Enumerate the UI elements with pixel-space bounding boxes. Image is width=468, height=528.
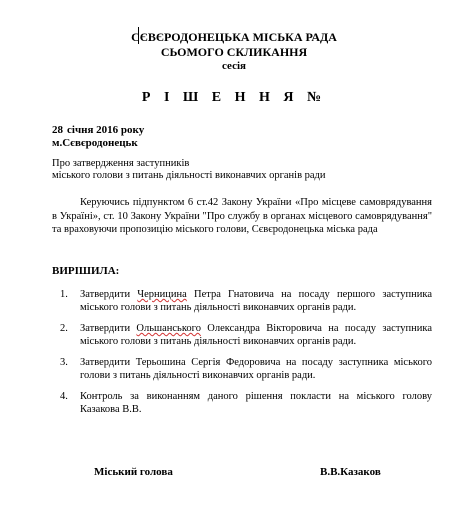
date-line (52, 124, 144, 137)
item-text-rest: Терьошина Сергія Федоровича на посаду заступника міського голови з питань діяльності виконавчих органів ради. (80, 357, 432, 381)
council-name: СЄВЄРОДОНЕЦЬКА МІСЬКА РАДА (131, 30, 337, 44)
item-text-start: Затвердити (80, 323, 137, 334)
item-text-rest: Петра Гнатовича на посаду першого заступника міського голови з питань діяльності виконавчих органів ради. (80, 289, 432, 313)
item-person-surname: Ольшанського (136, 323, 201, 334)
item-text-start: Затвердити (80, 357, 136, 368)
item-number: 1. (60, 289, 68, 300)
city-name: м.Сєвєродонецьк (52, 137, 138, 149)
decision-list (60, 289, 432, 425)
item-person-surname: Черницина (137, 289, 187, 300)
subject-line-2: міського голови з питань діяльності виконавчих органів ради (52, 170, 326, 181)
decided-label: ВИРІШИЛА: (52, 265, 120, 277)
item-number: 2. (60, 323, 68, 334)
decision-item-2 (60, 323, 432, 348)
item-number: 3. (60, 357, 68, 368)
date-day: 28 (52, 124, 63, 136)
item-text-rest: Контроль за виконанням даного рішення покласти на міського голову Казакова В.В. (80, 391, 432, 415)
decision-item-4 (60, 391, 432, 416)
date-month-year: січня 2016 року (67, 124, 145, 136)
document-title: Р І Ш Е Н Н Я № (141, 90, 327, 105)
signature-position: Міський голова (94, 466, 173, 478)
item-number: 4. (60, 391, 68, 402)
subject-line-1: Про затвердження заступників (52, 158, 190, 169)
decision-item-3 (60, 357, 432, 382)
preamble-paragraph: Керуючись підпунктом 6 ст.42 Закону України «Про місцеве самоврядування в Україні», ст. 10 Закону України "Про службу в органах місцевого самоврядування" та враховуючи пропозицію міського голови, Сєвєродонецька міська рада (52, 197, 432, 235)
signature-name: В.В.Казаков (320, 466, 381, 478)
item-text-start: Затвердити (80, 289, 138, 300)
session-label: сесія (222, 60, 246, 72)
decision-subject (52, 158, 326, 182)
item-text-rest: Олександра Вікторовича на посаду заступника міського голови з питань діяльності виконавчих органів ради. (80, 323, 433, 347)
decision-item-1 (60, 289, 432, 314)
convocation: СЬОМОГО СКЛИКАННЯ (160, 45, 308, 59)
